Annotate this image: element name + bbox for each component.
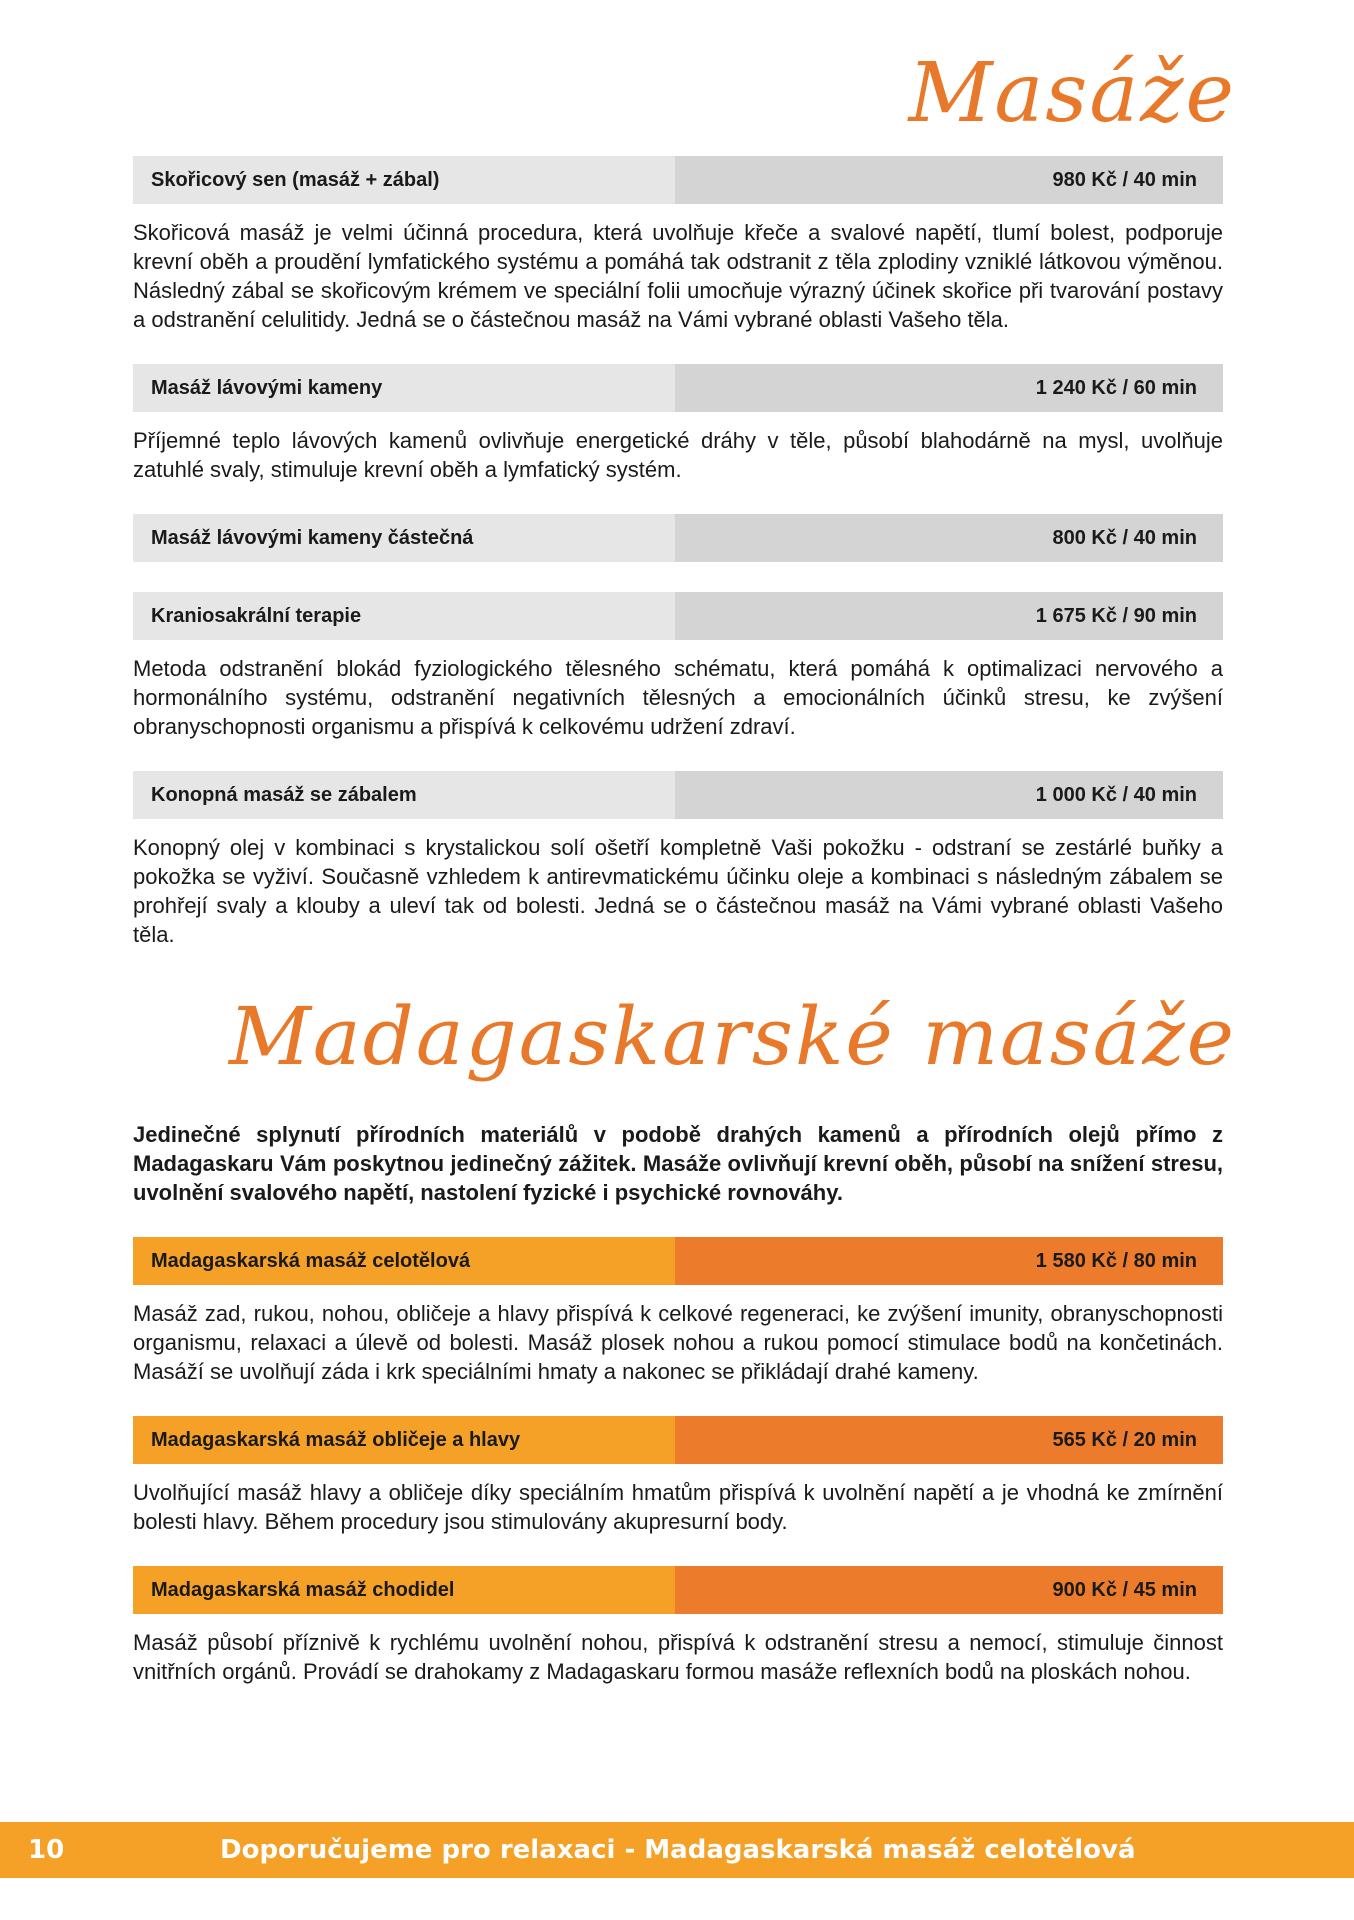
service-description: Masáž působí příznivě k rychlému uvolnění nohou, přispívá k odstranění stresu a nemocí, stimuluje činnost vnitřních orgánů. Provádí se drahokamy z Madagaskaru formou masáže reflexních bodů na ploskách nohou. — [133, 1630, 1223, 1684]
service-name: Madagaskarská masáž obličeje a hlavy — [133, 1416, 675, 1464]
page-footer — [0, 1822, 1354, 1878]
service-price: 565 Kč / 20 min — [675, 1416, 1223, 1464]
service-price: 1 000 Kč / 40 min — [675, 771, 1223, 819]
service-description: Uvolňující masáž hlavy a obličeje díky speciálním hmatům přispívá k uvolnění napětí a je vhodná ke zmírnění bolesti hlavy. Během procedury jsou stimulovány akupresurní body. — [133, 1480, 1223, 1534]
service-bar — [133, 364, 1223, 412]
service-description: Konopný olej v kombinaci s krystalickou solí ošetří kompletně Vaši pokožku - odstraní se zestárlé buňky a pokožka se vyživí. Současně vzhledem k antirevmatickému účinku oleje a kombinaci s následným zábalem se prohřejí svaly a klouby a uleví tak od bolesti. Jedná se o částečnou masáž na Vámi vybrané oblasti Vašeho těla. — [133, 835, 1223, 947]
service-name: Skořicový sen (masáž + zábal) — [133, 156, 675, 204]
service-name: Konopná masáž se zábalem — [133, 771, 675, 819]
service-price: 980 Kč / 40 min — [675, 156, 1223, 204]
service-bar — [133, 1416, 1223, 1464]
service-price: 800 Kč / 40 min — [675, 514, 1223, 562]
service-name: Kraniosakrální terapie — [133, 592, 675, 640]
section-title-masaze: Masáže — [908, 46, 1236, 141]
service-description: Metoda odstranění blokád fyziologického tělesného schématu, která pomáhá k optimalizaci nervového a hormonálního systému, odstranění negativních tělesných a emocionálních účinků stresu, ke zvýšení obranyschopnosti organismu a přispívá k celkovému udržení zdraví. — [133, 656, 1223, 739]
service-price: 900 Kč / 45 min — [675, 1566, 1223, 1614]
service-price: 1 240 Kč / 60 min — [675, 364, 1223, 412]
page-number: 10 — [28, 1835, 65, 1865]
service-bar — [133, 1566, 1223, 1614]
service-description: Masáž zad, rukou, nohou, obličeje a hlavy přispívá k celkové regeneraci, ke zvýšení imunity, obranyschopnosti organismu, relaxaci a úlevě od bolesti. Masáž plosek nohou a rukou pomocí stimulace bodů na končetinách. Masáží se uvolňují záda i krk speciálními hmaty a nakonec se přikládají drahé kameny. — [133, 1301, 1223, 1384]
service-price: 1 580 Kč / 80 min — [675, 1237, 1223, 1285]
massage-list — [133, 156, 1223, 979]
section-intro: Jedinečné splynutí přírodních materiálů v podobě drahých kamenů a přírodních olejů přímo z Madagaskaru Vám poskytnou jedinečný zážitek. Masáže ovlivňují krevní oběh, působí na snížení stresu, uvolnění svalového napětí, nastolení fyzické i psychické rovnováhy. — [133, 1122, 1223, 1205]
service-price: 1 675 Kč / 90 min — [675, 592, 1223, 640]
madagascar-list — [133, 1120, 1223, 1716]
service-bar — [133, 514, 1223, 562]
service-bar — [133, 592, 1223, 640]
service-bar — [133, 771, 1223, 819]
service-name: Madagaskarská masáž chodidel — [133, 1566, 675, 1614]
service-name: Masáž lávovými kameny — [133, 364, 675, 412]
service-description: Příjemné teplo lávových kamenů ovlivňuje energetické dráhy v těle, působí blahodárně na mysl, uvolňuje zatuhlé svaly, stimuluje krevní oběh a lymfatický systém. — [133, 428, 1223, 482]
service-description: Skořicová masáž je velmi účinná procedura, která uvolňuje křeče a svalové napětí, tlumí bolest, podporuje krevní oběh a proudění lymfatického systému a pomáhá tak odstranit z těla zplodiny vzniklé látkovou výměnou. Následný zábal se skořicovým krémem ve speciální folii umocňuje výrazný účinek skořice při tvarování postavy a odstranění celulitidy. Jedná se o částečnou masáž na Vámi vybrané oblasti Vašeho těla. — [133, 220, 1223, 332]
service-bar — [133, 156, 1223, 204]
section-title-madagaskarske-masaze: Madagaskarské masáže — [229, 990, 1236, 1083]
service-name: Masáž lávovými kameny částečná — [133, 514, 675, 562]
service-name: Madagaskarská masáž celotělová — [133, 1237, 675, 1285]
footer-recommendation: Doporučujeme pro relaxaci - Madagaskarská masáž celotělová — [220, 1835, 1136, 1865]
service-bar — [133, 1237, 1223, 1285]
